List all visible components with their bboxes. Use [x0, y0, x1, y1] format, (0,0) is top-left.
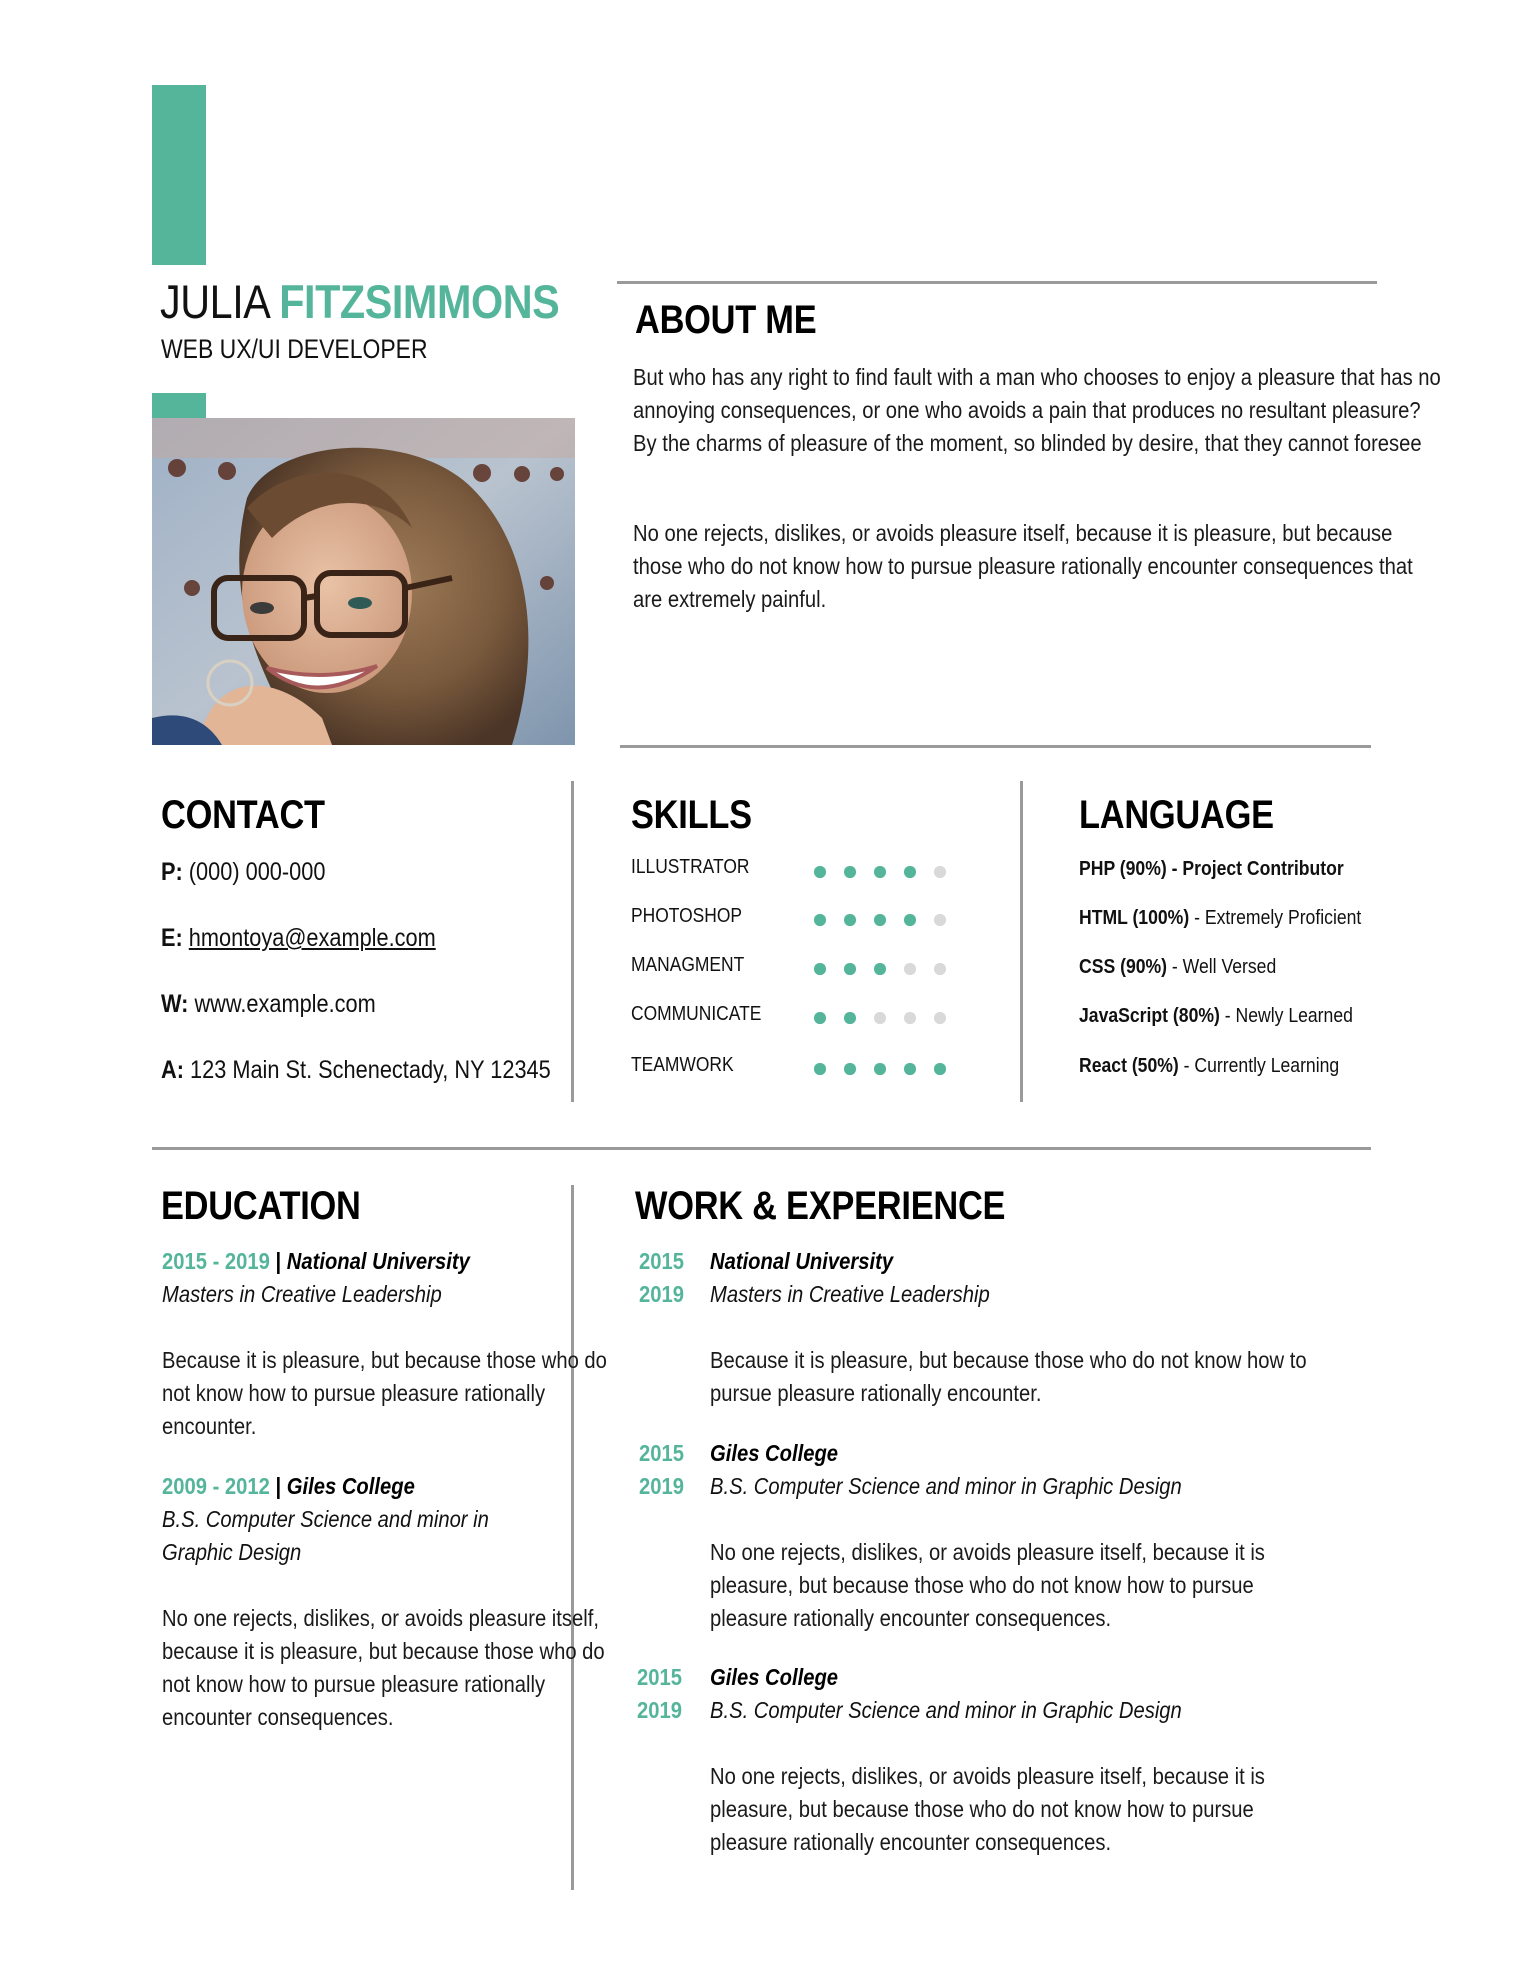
language-item: [1079, 859, 1344, 879]
rating-dot-empty-icon: [934, 914, 946, 926]
website-label: W:: [161, 990, 189, 1018]
language-name: CSS (90%): [1079, 956, 1168, 978]
language-name: HTML (100%): [1079, 907, 1190, 929]
about-heading: ABOUT ME: [635, 298, 817, 342]
rating-dot-filled-icon: [814, 963, 826, 975]
rating-dot-filled-icon: [814, 1012, 826, 1024]
education-years: 2009 - 2012: [162, 1473, 270, 1499]
contact-email: [161, 926, 436, 951]
about-paragraph-1: But who has any right to find fault with a man who chooses to enjoy a pleasure that has no annoying consequences, or one who avoids a pain that produces no resultant pleasure? By the charms of pleasure of the moment, so blinded by desire, that they cannot foresee: [633, 364, 1441, 456]
language-item: [1079, 1006, 1353, 1026]
divider-middle-bottom: [152, 1147, 1371, 1150]
language-proficiency: - Well Versed: [1167, 956, 1277, 978]
rating-dot-filled-icon: [844, 914, 856, 926]
skills-heading: SKILLS: [631, 793, 752, 837]
rating-dot-empty-icon: [934, 866, 946, 878]
rating-dot-filled-icon: [844, 963, 856, 975]
divider-skills-language: [1020, 781, 1023, 1102]
language-item: [1079, 957, 1276, 977]
rating-dot-empty-icon: [934, 963, 946, 975]
divider-about-top: [617, 281, 1377, 284]
skill-label: TEAMWORK: [631, 1053, 734, 1076]
rating-dot-filled-icon: [904, 1063, 916, 1075]
accent-tab-photo: [152, 393, 206, 418]
work-company: National University: [710, 1248, 894, 1274]
rating-dot-filled-icon: [874, 963, 886, 975]
address-value: 123 Main St. Schenectady, NY 12345: [190, 1056, 551, 1084]
rating-dot-filled-icon: [844, 1012, 856, 1024]
rating-dot-empty-icon: [904, 963, 916, 975]
contact-address: [161, 1058, 551, 1083]
language-name: React (50%): [1079, 1055, 1179, 1077]
language-proficiency: - Newly Learned: [1219, 1005, 1353, 1027]
work-description: Because it is pleasure, but because those who do not know how to pursue pleasure rationally encounter.: [710, 1347, 1307, 1406]
language-heading: LANGUAGE: [1079, 793, 1274, 837]
profile-photo: [152, 418, 575, 745]
contact-heading: CONTACT: [161, 793, 325, 837]
language-proficiency: - Project Contributor: [1166, 858, 1344, 880]
work-role: B.S. Computer Science and minor in Graphic Design: [710, 1697, 1182, 1723]
rating-dot-empty-icon: [904, 1012, 916, 1024]
accent-bar-top: [152, 85, 206, 265]
phone-label: P:: [161, 858, 183, 886]
language-item: [1079, 1056, 1339, 1076]
last-name: FITZSIMMONS: [279, 275, 560, 328]
rating-dot-filled-icon: [814, 866, 826, 878]
work-description: No one rejects, dislikes, or avoids pleasure itself, because it is pleasure, but because those who do not know how to pursue pleasure rationally encounter consequences.: [710, 1539, 1265, 1631]
resume-name: [160, 275, 560, 328]
job-title: WEB UX/UI DEVELOPER: [161, 334, 428, 364]
rating-dot-filled-icon: [904, 914, 916, 926]
rating-dot-filled-icon: [904, 866, 916, 878]
rating-dot-empty-icon: [874, 1012, 886, 1024]
education-entry-1-header: [162, 1245, 470, 1278]
education-school: National University: [286, 1248, 470, 1274]
divider-about-bottom: [620, 745, 1371, 748]
rating-dot-filled-icon: [874, 1063, 886, 1075]
divider-contact-skills: [571, 781, 574, 1102]
rating-dot-filled-icon: [844, 1063, 856, 1075]
skill-rating: [814, 1063, 946, 1075]
work-description: No one rejects, dislikes, or avoids pleasure itself, because it is pleasure, but because those who do not know how to pursue pleasure rationally encounter consequences.: [710, 1763, 1265, 1855]
education-heading: EDUCATION: [161, 1184, 361, 1228]
language-name: JavaScript (80%): [1079, 1005, 1220, 1027]
first-name: JULIA: [160, 275, 269, 328]
work-start-year: 2015: [639, 1248, 684, 1274]
education-years: 2015 - 2019: [162, 1248, 270, 1274]
email-link[interactable]: hmontoya@example.com: [188, 924, 436, 952]
work-role: Masters in Creative Leadership: [710, 1281, 990, 1307]
work-end-year: 2019: [637, 1697, 682, 1723]
skill-rating: [814, 963, 946, 975]
education-description: Because it is pleasure, but because those who do not know how to pursue pleasure rationally encounter.: [162, 1347, 607, 1439]
rating-dot-filled-icon: [844, 866, 856, 878]
work-company: Giles College: [710, 1440, 839, 1466]
work-start-year: 2015: [637, 1664, 682, 1690]
rating-dot-filled-icon: [874, 914, 886, 926]
separator: |: [269, 1473, 287, 1499]
skill-rating: [814, 866, 946, 878]
education-entry-2-header: [162, 1470, 415, 1503]
language-proficiency: - Currently Learning: [1178, 1055, 1340, 1077]
address-label: A:: [161, 1056, 184, 1084]
education-degree: Masters in Creative Leadership: [162, 1281, 442, 1307]
contact-phone: [161, 860, 325, 885]
contact-website: [161, 992, 376, 1017]
work-heading: WORK & EXPERIENCE: [635, 1184, 1006, 1228]
education-school: Giles College: [286, 1473, 415, 1499]
rating-dot-empty-icon: [934, 1012, 946, 1024]
language-item: [1079, 908, 1361, 928]
rating-dot-filled-icon: [814, 1063, 826, 1075]
skill-rating: [814, 1012, 946, 1024]
language-name: PHP (90%): [1079, 858, 1167, 880]
rating-dot-filled-icon: [934, 1063, 946, 1075]
email-label: E:: [161, 924, 183, 952]
skill-label: PHOTOSHOP: [631, 904, 743, 927]
website-value: www.example.com: [194, 990, 376, 1018]
rating-dot-filled-icon: [874, 866, 886, 878]
portrait-image: [152, 418, 575, 745]
phone-value: (000) 000-000: [188, 858, 326, 886]
work-start-year: 2015: [639, 1440, 684, 1466]
education-degree: B.S. Computer Science and minor in Graphic Design: [162, 1506, 489, 1565]
language-proficiency: - Extremely Proficient: [1189, 907, 1362, 929]
education-description: No one rejects, dislikes, or avoids pleasure itself, because it is pleasure, but because those who do not know how to pursue pleasure rationally encounter consequences.: [162, 1605, 605, 1730]
skill-rating: [814, 914, 946, 926]
skill-label: COMMUNICATE: [631, 1002, 762, 1025]
work-end-year: 2019: [639, 1473, 684, 1499]
rating-dot-filled-icon: [814, 914, 826, 926]
work-end-year: 2019: [639, 1281, 684, 1307]
about-paragraph-2: No one rejects, dislikes, or avoids pleasure itself, because it is pleasure, but because those who do not know how to pursue pleasure rationally encounter consequences that are extremely painful.: [633, 520, 1413, 612]
skill-label: MANAGMENT: [631, 953, 745, 976]
work-company: Giles College: [710, 1664, 839, 1690]
separator: |: [269, 1248, 287, 1274]
work-role: B.S. Computer Science and minor in Graphic Design: [710, 1473, 1182, 1499]
skill-label: ILLUSTRATOR: [631, 855, 750, 878]
